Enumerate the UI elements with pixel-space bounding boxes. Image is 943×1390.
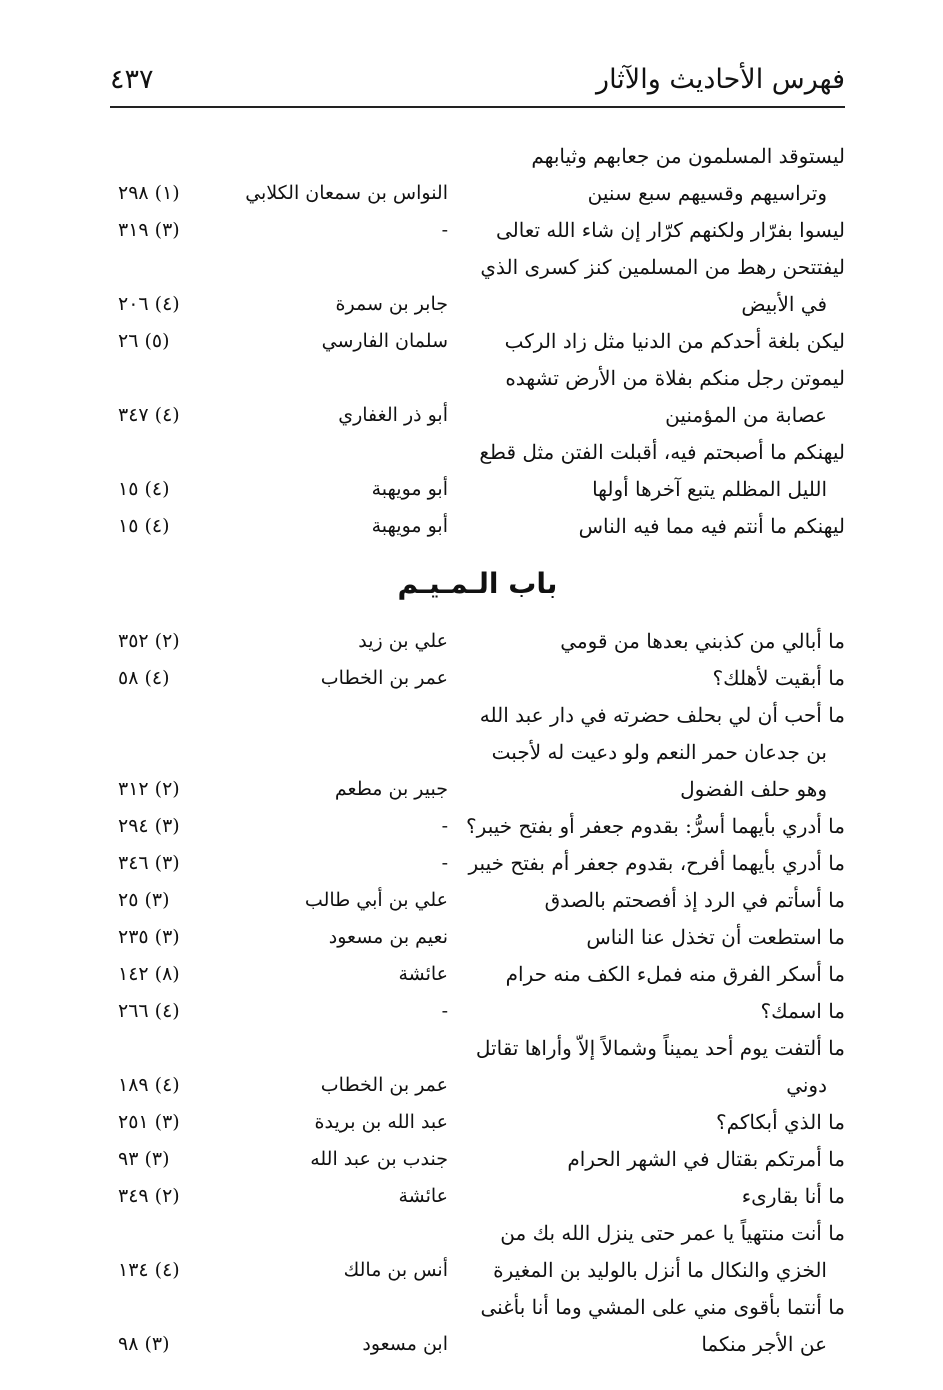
narrator: عمر بن الخطاب (320, 1074, 448, 1096)
hadith-text: ما ألتفت يوم أحد يميناً وشمالاً إلاّ وأراها تقاتل (475, 1036, 845, 1060)
hadith-text: ما اسمك؟ (760, 999, 845, 1023)
volume-page-ref: (٤) ١٥ (118, 515, 170, 537)
volume-page-ref: (٤) ٢٦٦ (118, 1000, 180, 1022)
hadith-text: بن جدعان حمر النعم ولو دعيت له لأجبت (491, 740, 827, 764)
volume-page-ref: (٢) ٣٥٢ (118, 630, 180, 652)
hadith-text: الخزي والنكال ما أنزل بالوليد بن المغيرة (493, 1258, 827, 1282)
index-row (110, 212, 845, 249)
narrator: عبد الله بن بريدة (314, 1111, 448, 1133)
index-row (110, 771, 845, 808)
page-number: ٤٣٧ (110, 64, 154, 95)
hadith-text: ليفتتحن رهط من المسلمين كنز كسرى الذي (480, 255, 845, 279)
hadith-text: ما أبقيت لأهلك؟ (712, 666, 845, 690)
index-row (110, 360, 845, 397)
hadith-text: وتراسيهم وقسيهم سبع سنين (587, 181, 827, 205)
hadith-text: ما استطعت أن تخذل عنا الناس (586, 925, 845, 949)
narrator: عمر بن الخطاب (320, 667, 448, 689)
hadith-text: دوني (786, 1073, 827, 1097)
narrator: جندب بن عبد الله (310, 1148, 448, 1170)
hadith-text: ليهنكم ما أصبحتم فيه، أقبلت الفتن مثل قطع (479, 440, 845, 464)
index-row (110, 660, 845, 697)
index-row (110, 882, 845, 919)
narrator: أبو ذر الغفاري (338, 404, 448, 426)
hadith-text: ليموتن رجل منكم بفلاة من الأرض تشهده (505, 366, 845, 390)
index-row (110, 249, 845, 286)
hadith-text: ما أنتما بأقوى مني على المشي وما أنا بأغنى (480, 1295, 845, 1319)
volume-page-ref: (٢) ٣١٢ (118, 778, 180, 800)
index-row (110, 956, 845, 993)
narrator: عائشة (398, 963, 448, 985)
volume-page-ref: (٤) ٢٠٦ (118, 293, 180, 315)
narrator: أنس بن مالك (343, 1259, 448, 1281)
index-row (110, 1252, 845, 1289)
index-row (110, 1030, 845, 1067)
hadith-text: ليهنكم ما أنتم فيه مما فيه الناس (578, 514, 845, 538)
volume-page-ref: (٤) ١٥ (118, 478, 170, 500)
volume-page-ref: (٣) ٣٤٦ (118, 852, 180, 874)
section-heading-container (110, 545, 845, 623)
index-row (110, 175, 845, 212)
index-row (110, 1104, 845, 1141)
volume-page-ref: (٤) ٣٤٧ (118, 404, 180, 426)
hadith-text: ما أنت منتهياً يا عمر حتى ينزل الله بك من (500, 1221, 845, 1245)
index-row (110, 919, 845, 956)
volume-page-ref: (٣) ٩٨ (118, 1333, 170, 1355)
index-row (110, 623, 845, 660)
hadith-text: ما أمرتكم بقتال في الشهر الحرام (567, 1147, 845, 1171)
narrator: علي بن أبي طالب (304, 889, 448, 911)
narrator: أبو مويهبة (371, 515, 448, 537)
narrator: - (441, 1000, 448, 1022)
hadith-text: ما أسكر الفرق منه فملء الكف منه حرام (505, 962, 845, 986)
narrator: أبو مويهبة (371, 478, 448, 500)
volume-page-ref: (٣) ٣١٩ (118, 219, 180, 241)
narrator: ابن مسعود (362, 1333, 448, 1355)
narrator: جابر بن سمرة (335, 293, 448, 315)
hadith-text: الليل المظلم يتبع آخرها أولها (592, 477, 827, 501)
section-heading: باب الـمـيـم (397, 567, 558, 600)
hadith-text: ما أسأتم في الرد إذ أفصحتم بالصدق (544, 888, 845, 912)
index-row (110, 1215, 845, 1252)
volume-page-ref: (٣) ٢٩٤ (118, 815, 180, 837)
index-row (110, 1067, 845, 1104)
index-row (110, 471, 845, 508)
volume-page-ref: (٥) ٢٦ (118, 330, 170, 352)
narrator: جبير بن مطعم (334, 778, 448, 800)
index-row (110, 1178, 845, 1215)
index-body (110, 138, 845, 1363)
volume-page-ref: (٢) ٣٤٩ (118, 1185, 180, 1207)
narrator: - (441, 815, 448, 837)
narrator: - (441, 219, 448, 241)
index-row (110, 808, 845, 845)
index-entries-mim (110, 623, 845, 1363)
hadith-text: ما الذي أبكاكم؟ (715, 1110, 845, 1134)
index-row (110, 286, 845, 323)
volume-page-ref: (٤) ١٣٤ (118, 1259, 180, 1281)
index-row (110, 1289, 845, 1326)
volume-page-ref: (٣) ٢٣٥ (118, 926, 180, 948)
narrator: - (441, 852, 448, 874)
page-header (110, 62, 845, 108)
index-entries-lam (110, 138, 845, 545)
volume-page-ref: (٣) ٢٥١ (118, 1111, 180, 1133)
volume-page-ref: (٤) ٥٨ (118, 667, 170, 689)
volume-page-ref: (٤) ١٨٩ (118, 1074, 180, 1096)
hadith-text: في الأبيض (741, 292, 827, 316)
narrator: النواس بن سمعان الكلابي (245, 182, 448, 204)
hadith-text: ما أدري بأيهما أسرُّ: بقدوم جعفر أو بفتح خيبر؟ (466, 814, 845, 838)
index-row (110, 397, 845, 434)
hadith-text: ليسوا بفرّار ولكنهم كرّار إن شاء الله تعالى (496, 218, 845, 242)
index-row (110, 734, 845, 771)
index-row (110, 323, 845, 360)
volume-page-ref: (٨) ١٤٢ (118, 963, 180, 985)
running-title: فهرس الأحاديث والآثار (596, 64, 845, 95)
narrator: سلمان الفارسي (321, 330, 448, 352)
narrator: نعيم بن مسعود (328, 926, 448, 948)
narrator: عائشة (398, 1185, 448, 1207)
hadith-text: وهو حلف الفضول (680, 777, 827, 801)
hadith-text: ليستوقد المسلمون من جعابهم وثيابهم (531, 144, 845, 168)
index-row (110, 138, 845, 175)
index-row (110, 845, 845, 882)
volume-page-ref: (٣) ٢٥ (118, 889, 170, 911)
volume-page-ref: (٣) ٩٣ (118, 1148, 170, 1170)
index-row (110, 508, 845, 545)
hadith-text: عصابة من المؤمنين (665, 403, 827, 427)
hadith-text: ما أحب أن لي بحلف حضرته في دار عبد الله (479, 703, 845, 727)
hadith-text: ما أبالي من كذبني بعدها من قومي (560, 629, 845, 653)
index-row (110, 993, 845, 1030)
hadith-text: ليكن بلغة أحدكم من الدنيا مثل زاد الركب (504, 329, 845, 353)
hadith-text: ما أنا بقارىء (741, 1184, 845, 1208)
hadith-text: عن الأجر منكما (701, 1332, 827, 1356)
narrator: علي بن زيد (358, 630, 448, 652)
index-row (110, 697, 845, 734)
index-row (110, 434, 845, 471)
index-row (110, 1141, 845, 1178)
volume-page-ref: (١) ٢٩٨ (118, 182, 180, 204)
hadith-text: ما أدري بأيهما أفرح، بقدوم جعفر أم بفتح خيبر (468, 851, 845, 875)
header-rule (110, 106, 845, 108)
index-row (110, 1326, 845, 1363)
